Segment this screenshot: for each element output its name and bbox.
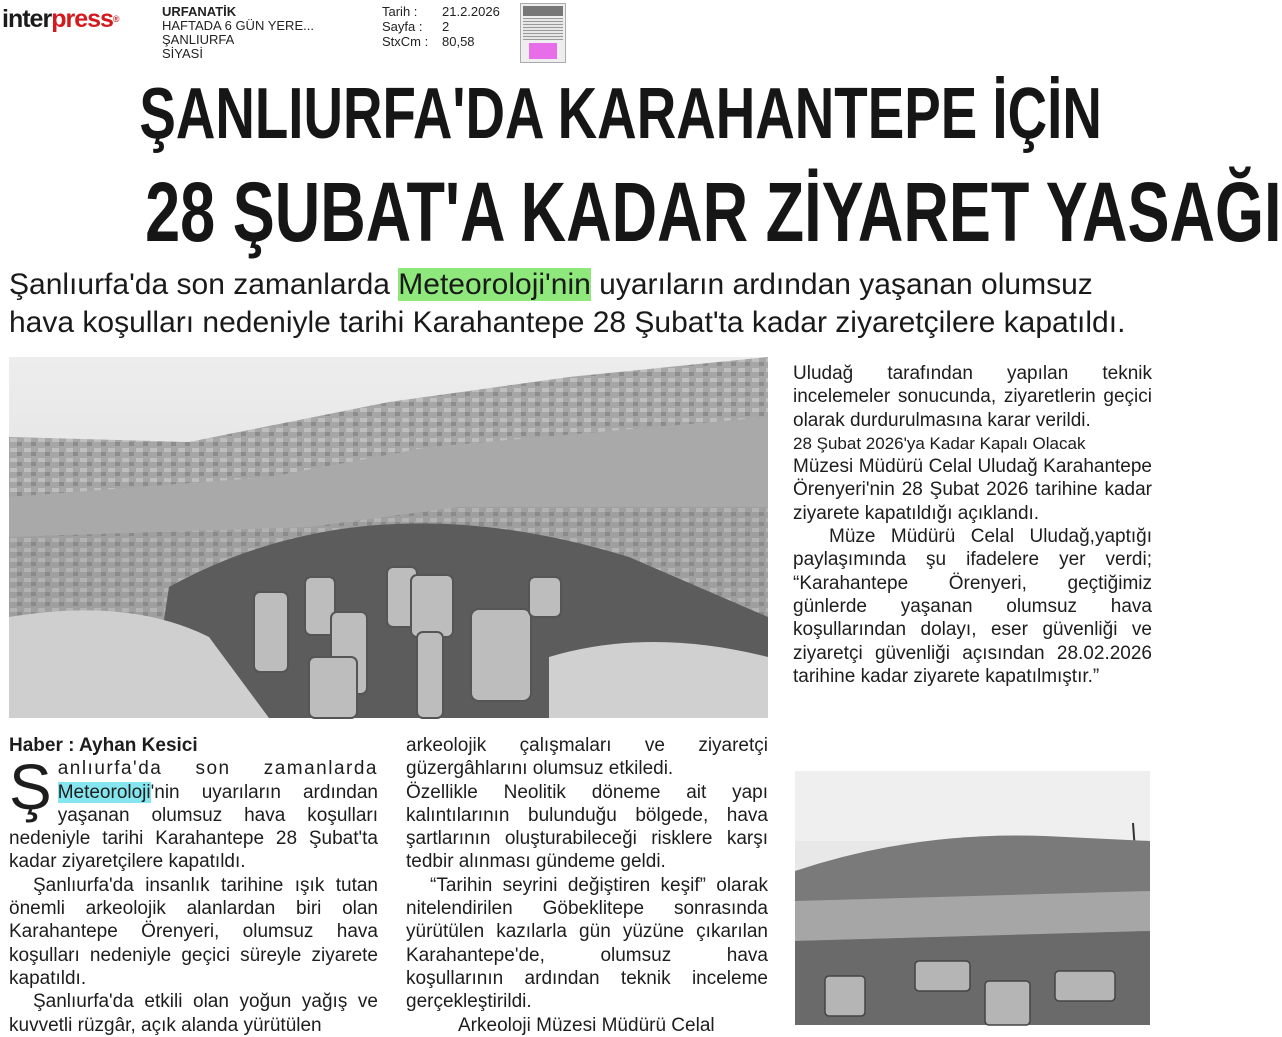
- interpress-logo: [2, 4, 119, 34]
- col3-paragraph-3: Müze Müdürü Celal Uludağ,yaptığı paylaşımında şu ifadelere yer verdi; “Karahantepe Örenyeri, geçtiğimiz günlerde yaşanan olumsuz hava koşullarından dolayı, eser güvenliği ve ziyaretçi güvenliği açısından 28.02.2026 tarihine kadar ziyarete kapatılmıştır.”: [793, 526, 1152, 687]
- logo-text-red: press: [51, 5, 113, 33]
- main-photo-graphic: [9, 357, 768, 718]
- page-value: 2: [442, 19, 450, 34]
- date-label: Tarih :: [382, 4, 418, 19]
- article-column-2: [406, 734, 768, 1037]
- page-thumbnail[interactable]: [520, 3, 566, 63]
- page-label: Sayfa :: [382, 19, 423, 34]
- col2-paragraph-4: Arkeoloji Müzesi Müdürü Celal: [458, 1014, 715, 1036]
- publication-name: URFANATİK: [162, 4, 237, 19]
- lead-highlight: Meteoroloji: [57, 781, 151, 803]
- headline-line-2: 28 ŞUBAT'A KADAR ZİYARET YASAĞI: [145, 165, 1282, 259]
- logo-registered-mark: ®: [112, 14, 119, 24]
- paragraph-2: Şanlıurfa'da insanlık tarihine ışık tutan önemli arkeolojik alanlardan biri olan Karahantepe Örenyeri, olumsuz hava koşulları nedeniyle geçici süreyle ziyarete kapatıldı.: [9, 874, 378, 989]
- meta-date-row: [382, 4, 500, 19]
- publication-city: ŞANLIURFA: [162, 32, 235, 47]
- stxcm-label: StxCm :: [382, 34, 429, 49]
- stxcm-value: 80,58: [442, 34, 475, 49]
- byline: Haber : Ayhan Kesici: [9, 735, 198, 756]
- thumbnail-header-block: [523, 6, 563, 16]
- lead-start: anlıurfa'da son zamanlarda: [57, 758, 378, 780]
- thumbnail-highlight-block: [529, 43, 557, 59]
- spot-line-1-after: uyarıların ardından yaşanan olumsuz: [590, 268, 1093, 301]
- spot-line-1: [9, 266, 1161, 304]
- col3-paragraph-1: Uludağ tarafından yapılan teknik incelemeler sonucunda, ziyaretlerin geçici olarak durdurulmasına karar verildi.: [793, 363, 1152, 431]
- publication-frequency: HAFTADA 6 GÜN YERE...: [162, 18, 314, 33]
- paragraph-3: Şanlıurfa'da etkili olan yoğun yağış ve kuvvetli rüzgâr, açık alanda yürütülen: [9, 991, 378, 1036]
- spot-highlight: Meteoroloji'nin: [398, 268, 591, 301]
- date-value: 21.2.2026: [442, 4, 500, 19]
- spot-text: [9, 266, 1161, 342]
- karahantepe-main-photo: [9, 357, 768, 718]
- col3-subheading: 28 Şubat 2026'ya Kadar Kapalı Olacak: [793, 433, 1086, 453]
- side-photo-graphic: [795, 771, 1150, 1025]
- article-column-1: [9, 734, 378, 1037]
- clipping-meta: [382, 4, 500, 49]
- col2-paragraph-3: “Tarihin seyrini değiştiren keşif” olarak nitelendirilen Göbeklitepe sonrasında yürütülen kazılarla gün yüzüne çıkarılan Karahantepe'de, olumsuz hava koşullarının ardından teknik inceleme gerçekleştirildi.: [406, 874, 768, 1013]
- dropcap: Ş: [9, 751, 52, 824]
- article-column-3: [793, 362, 1152, 688]
- logo-text-dark: inter: [2, 5, 52, 33]
- lead-rest: 'nin uyarıların ardından yaşanan olumsuz hava koşulları nedeniyle tarihi Karahantepe 28 Şubat'ta kadar ziyaretçilere kapatıldı.: [9, 781, 378, 873]
- publication-section: SİYASİ: [162, 46, 203, 61]
- thumbnail-text-block: [523, 18, 563, 40]
- col3-paragraph-2: Müzesi Müdürü Celal Uludağ Karahantepe Örenyeri'nin 28 Şubat 2026 tarihine kadar ziyarete kapatıldığı açıklandı.: [793, 456, 1152, 524]
- spot-line-2: hava koşulları nedeniyle tarihi Karahantepe 28 Şubat'ta kadar ziyaretçilere kapatıldı.: [9, 306, 1126, 339]
- meta-page-row: [382, 19, 500, 34]
- col2-paragraph-2: Özellikle Neolitik döneme ait yapı kalıntılarının bulunduğu bölgede, hava şartlarının oluşturabileceği risklere karşı tedbir alınması gündeme geldi.: [406, 781, 768, 873]
- spot-line-1-before: Şanlıurfa'da son zamanlarda: [9, 268, 399, 301]
- publication-info: [162, 5, 314, 61]
- lead-paragraph: [9, 751, 378, 873]
- karahantepe-side-photo: [795, 771, 1150, 1025]
- meta-stxcm-row: [382, 34, 500, 49]
- col2-paragraph-1: arkeolojik çalışmaları ve ziyaretçi güzergâhlarını olumsuz etkiledi.: [406, 735, 768, 780]
- headline-line-1: ŞANLIURFA'DA KARAHANTEPE İÇİN: [139, 74, 1102, 154]
